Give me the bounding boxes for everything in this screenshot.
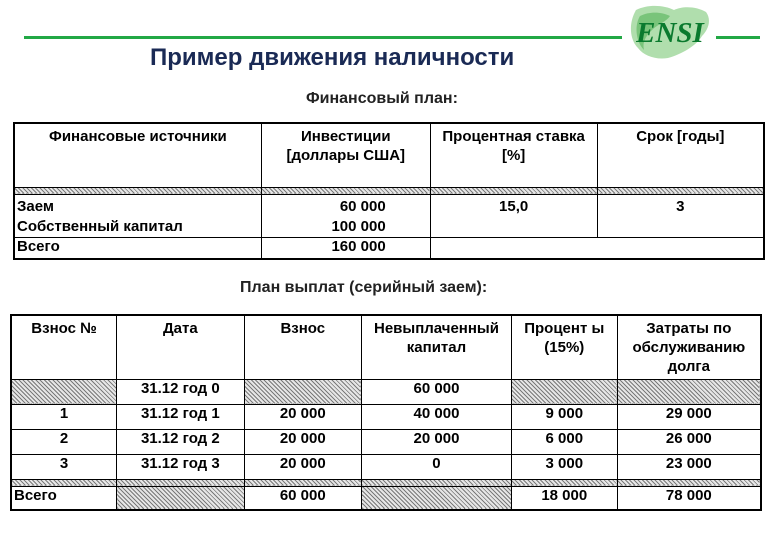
payments-total-cost: 78 000 [617, 486, 761, 510]
payments-no: 3 [11, 454, 117, 479]
payments-total-interest: 18 000 [511, 486, 617, 510]
payments-date: 31.12 год 2 [117, 429, 244, 454]
payment-plan-subtitle: План выплат (серийный заем): [240, 279, 488, 296]
plan-row-total [14, 237, 764, 259]
plan-row-loan [14, 194, 764, 237]
header-line-left [24, 36, 622, 39]
plan-col-source: Финансовые источники [14, 123, 261, 187]
payments-interest: 9 000 [511, 404, 617, 429]
plan-total-investment: 160 000 [261, 237, 430, 259]
payments-unpaid: 20 000 [362, 429, 512, 454]
payments-total-payment: 60 000 [244, 486, 362, 510]
payments-col-payment: Взнос [244, 315, 362, 379]
payments-no: 2 [11, 429, 117, 454]
svg-text:ENSI: ENSI [636, 17, 704, 49]
payments-col-cost: Затраты по обслуживанию долга [617, 315, 761, 379]
payments-no: 1 [11, 404, 117, 429]
payments-amount: 20 000 [244, 429, 362, 454]
payments-cost: 23 000 [617, 454, 761, 479]
table-row [11, 404, 761, 429]
financial-plan-table [13, 122, 765, 260]
payments-amount: 20 000 [244, 404, 362, 429]
payments-date: 31.12 год 3 [117, 454, 244, 479]
plan-total-label: Всего [14, 237, 261, 259]
plan-source: Заем [17, 197, 54, 215]
payments-col-interest: Процент ы (15%) [511, 315, 617, 379]
ensi-logo [622, 2, 718, 64]
payments-unpaid: 0 [362, 454, 512, 479]
payments-date: 31.12 год 0 [117, 379, 244, 404]
plan-investment: 60 000 [339, 197, 386, 215]
plan-col-term: Срок [годы] [597, 123, 764, 187]
payments-cost: 26 000 [617, 429, 761, 454]
plan-investment: 100 000 [331, 217, 386, 235]
payments-amount: 20 000 [244, 454, 362, 479]
payments-date: 31.12 год 1 [117, 404, 244, 429]
table-row [11, 429, 761, 454]
header-line-right [716, 36, 760, 39]
plan-col-investment: Инвестиции [доллары США] [261, 123, 430, 187]
page-title: Пример движения наличности [150, 44, 515, 71]
financial-plan-subtitle: Финансовый план: [306, 90, 458, 107]
payments-total-row [11, 486, 761, 510]
table-row [11, 379, 761, 404]
payments-header-row [11, 315, 761, 379]
payments-unpaid: 40 000 [362, 404, 512, 429]
payments-interest: 6 000 [511, 429, 617, 454]
payment-plan-table [10, 314, 762, 511]
plan-header-row [14, 123, 764, 187]
plan-rate: 15,0 [499, 197, 529, 215]
table-row [11, 454, 761, 479]
payments-total-label: Всего [11, 486, 117, 510]
plan-col-rate: Процентная ставка [%] [430, 123, 597, 187]
payments-col-date: Дата [117, 315, 244, 379]
payments-col-no: Взнос № [11, 315, 117, 379]
payments-col-unpaid: Невыплаченный капитал [362, 315, 512, 379]
plan-term: 3 [676, 197, 685, 215]
payments-unpaid: 60 000 [362, 379, 512, 404]
plan-source: Собственный капитал [17, 217, 183, 235]
payments-interest: 3 000 [511, 454, 617, 479]
payments-cost: 29 000 [617, 404, 761, 429]
